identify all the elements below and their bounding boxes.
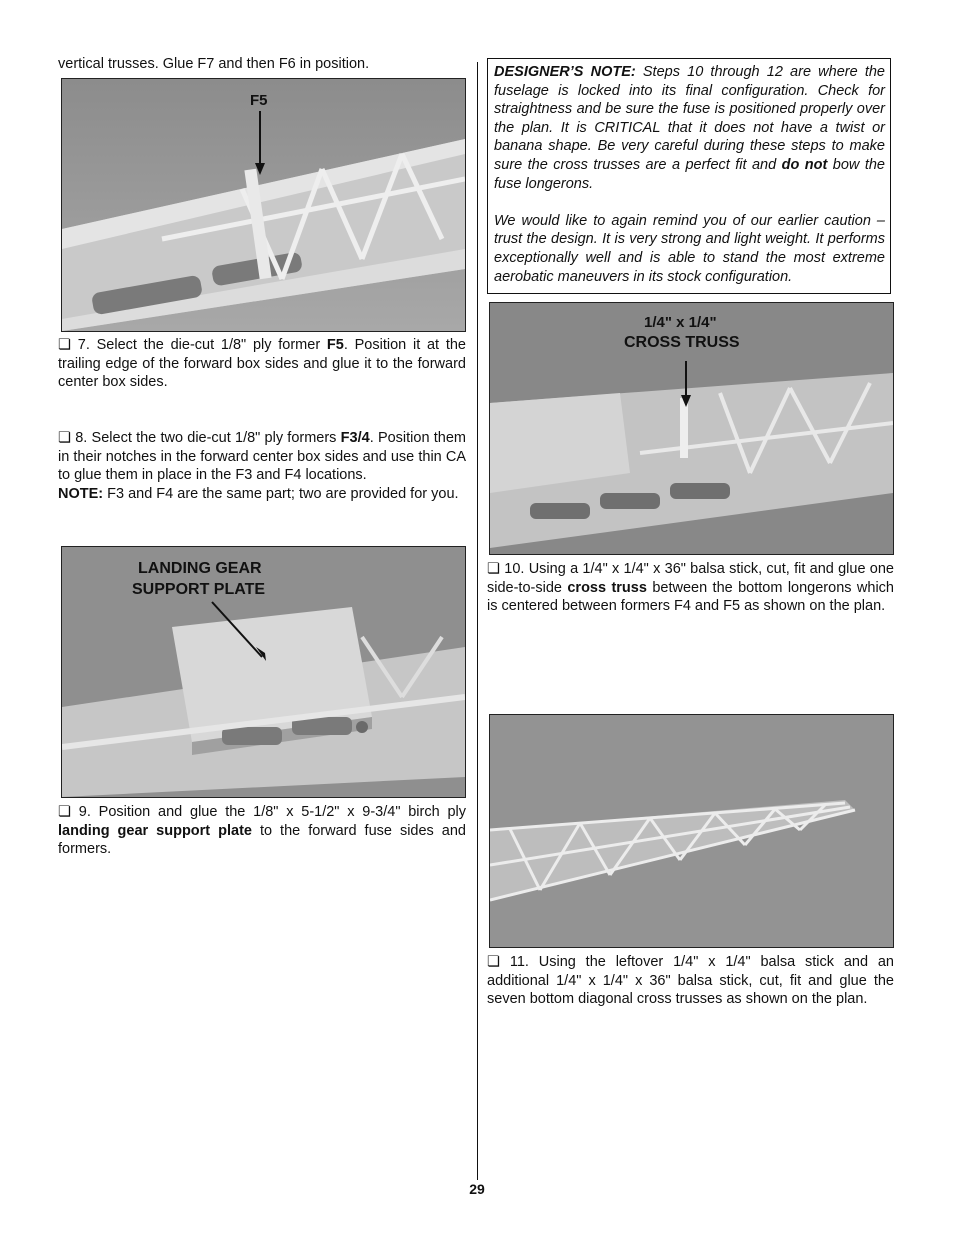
step-11: ❏ 11. Using the leftover 1/4" x 1/4" balsa stick and an additional 1/4" x 1/4" x 36" balsa stick, cut, fit and glue the seven bottom diagonal cross trusses as shown on the plan. (487, 954, 894, 1008)
step-7: ❏ 7. Select the die-cut 1/8" ply former F5. Position it at the trailing edge of the forward box sides and glue it to the forward center box sides. (58, 337, 466, 391)
step-10: ❏ 10. Using a 1/4" x 1/4" x 36" balsa stick, cut, fit and glue one side-to-side cross truss between the bottom longerons which is centered between formers F4 and F5 as shown on the plan. (487, 561, 894, 615)
callout-landing-gear-line1: LANDING GEAR (138, 560, 262, 577)
photo-bottom-diagonal-trusses (489, 714, 894, 948)
intro-text: vertical trusses. Glue F7 and then F6 in position. (58, 56, 370, 72)
designer-note-p1: DESIGNER’S NOTE: Steps 10 through 12 are where the fuselage is locked into its final configuration. Check for straightness and be sure the fuse is positioned properly over the plan. It is CRITICAL that it does not have a twist or banana shape. Be very careful during these steps to make sure the cross trusses are a perfect fit and do not bow the fuse longerons. (494, 64, 885, 192)
designer-note-box (487, 58, 891, 294)
page-number: 29 (469, 1181, 485, 1197)
designer-note-p2: We would like to again remind you of our earlier caution – trust the design. It is very strong and light weight. It performs exceptionally well and is able to stand the most extreme aerobatic maneuvers in its stock configuration. (494, 212, 885, 285)
callout-cross-truss-line1: 1/4" x 1/4" (644, 314, 717, 331)
callout-f5: F5 (250, 92, 268, 109)
photo-cross-truss (489, 302, 894, 555)
step-8: ❏ 8. Select the two die-cut 1/8" ply formers F3/4. Position them in their notches in the forward center box sides and use thin CA to glue them in place in the F3 and F4 locations. NOTE: F3 and F4 are the same part; two are provided for you. (58, 430, 466, 502)
column-divider (477, 62, 478, 1180)
callout-cross-truss-line2: CROSS TRUSS (624, 334, 740, 351)
photo-f5-former (61, 78, 466, 332)
photo-landing-gear-plate (61, 546, 466, 798)
step-9: ❏ 9. Position and glue the 1/8" x 5-1/2" x 9-3/4" birch ply landing gear support plate to the forward fuse sides and formers. (58, 804, 466, 858)
callout-landing-gear-line2: SUPPORT PLATE (132, 581, 266, 598)
